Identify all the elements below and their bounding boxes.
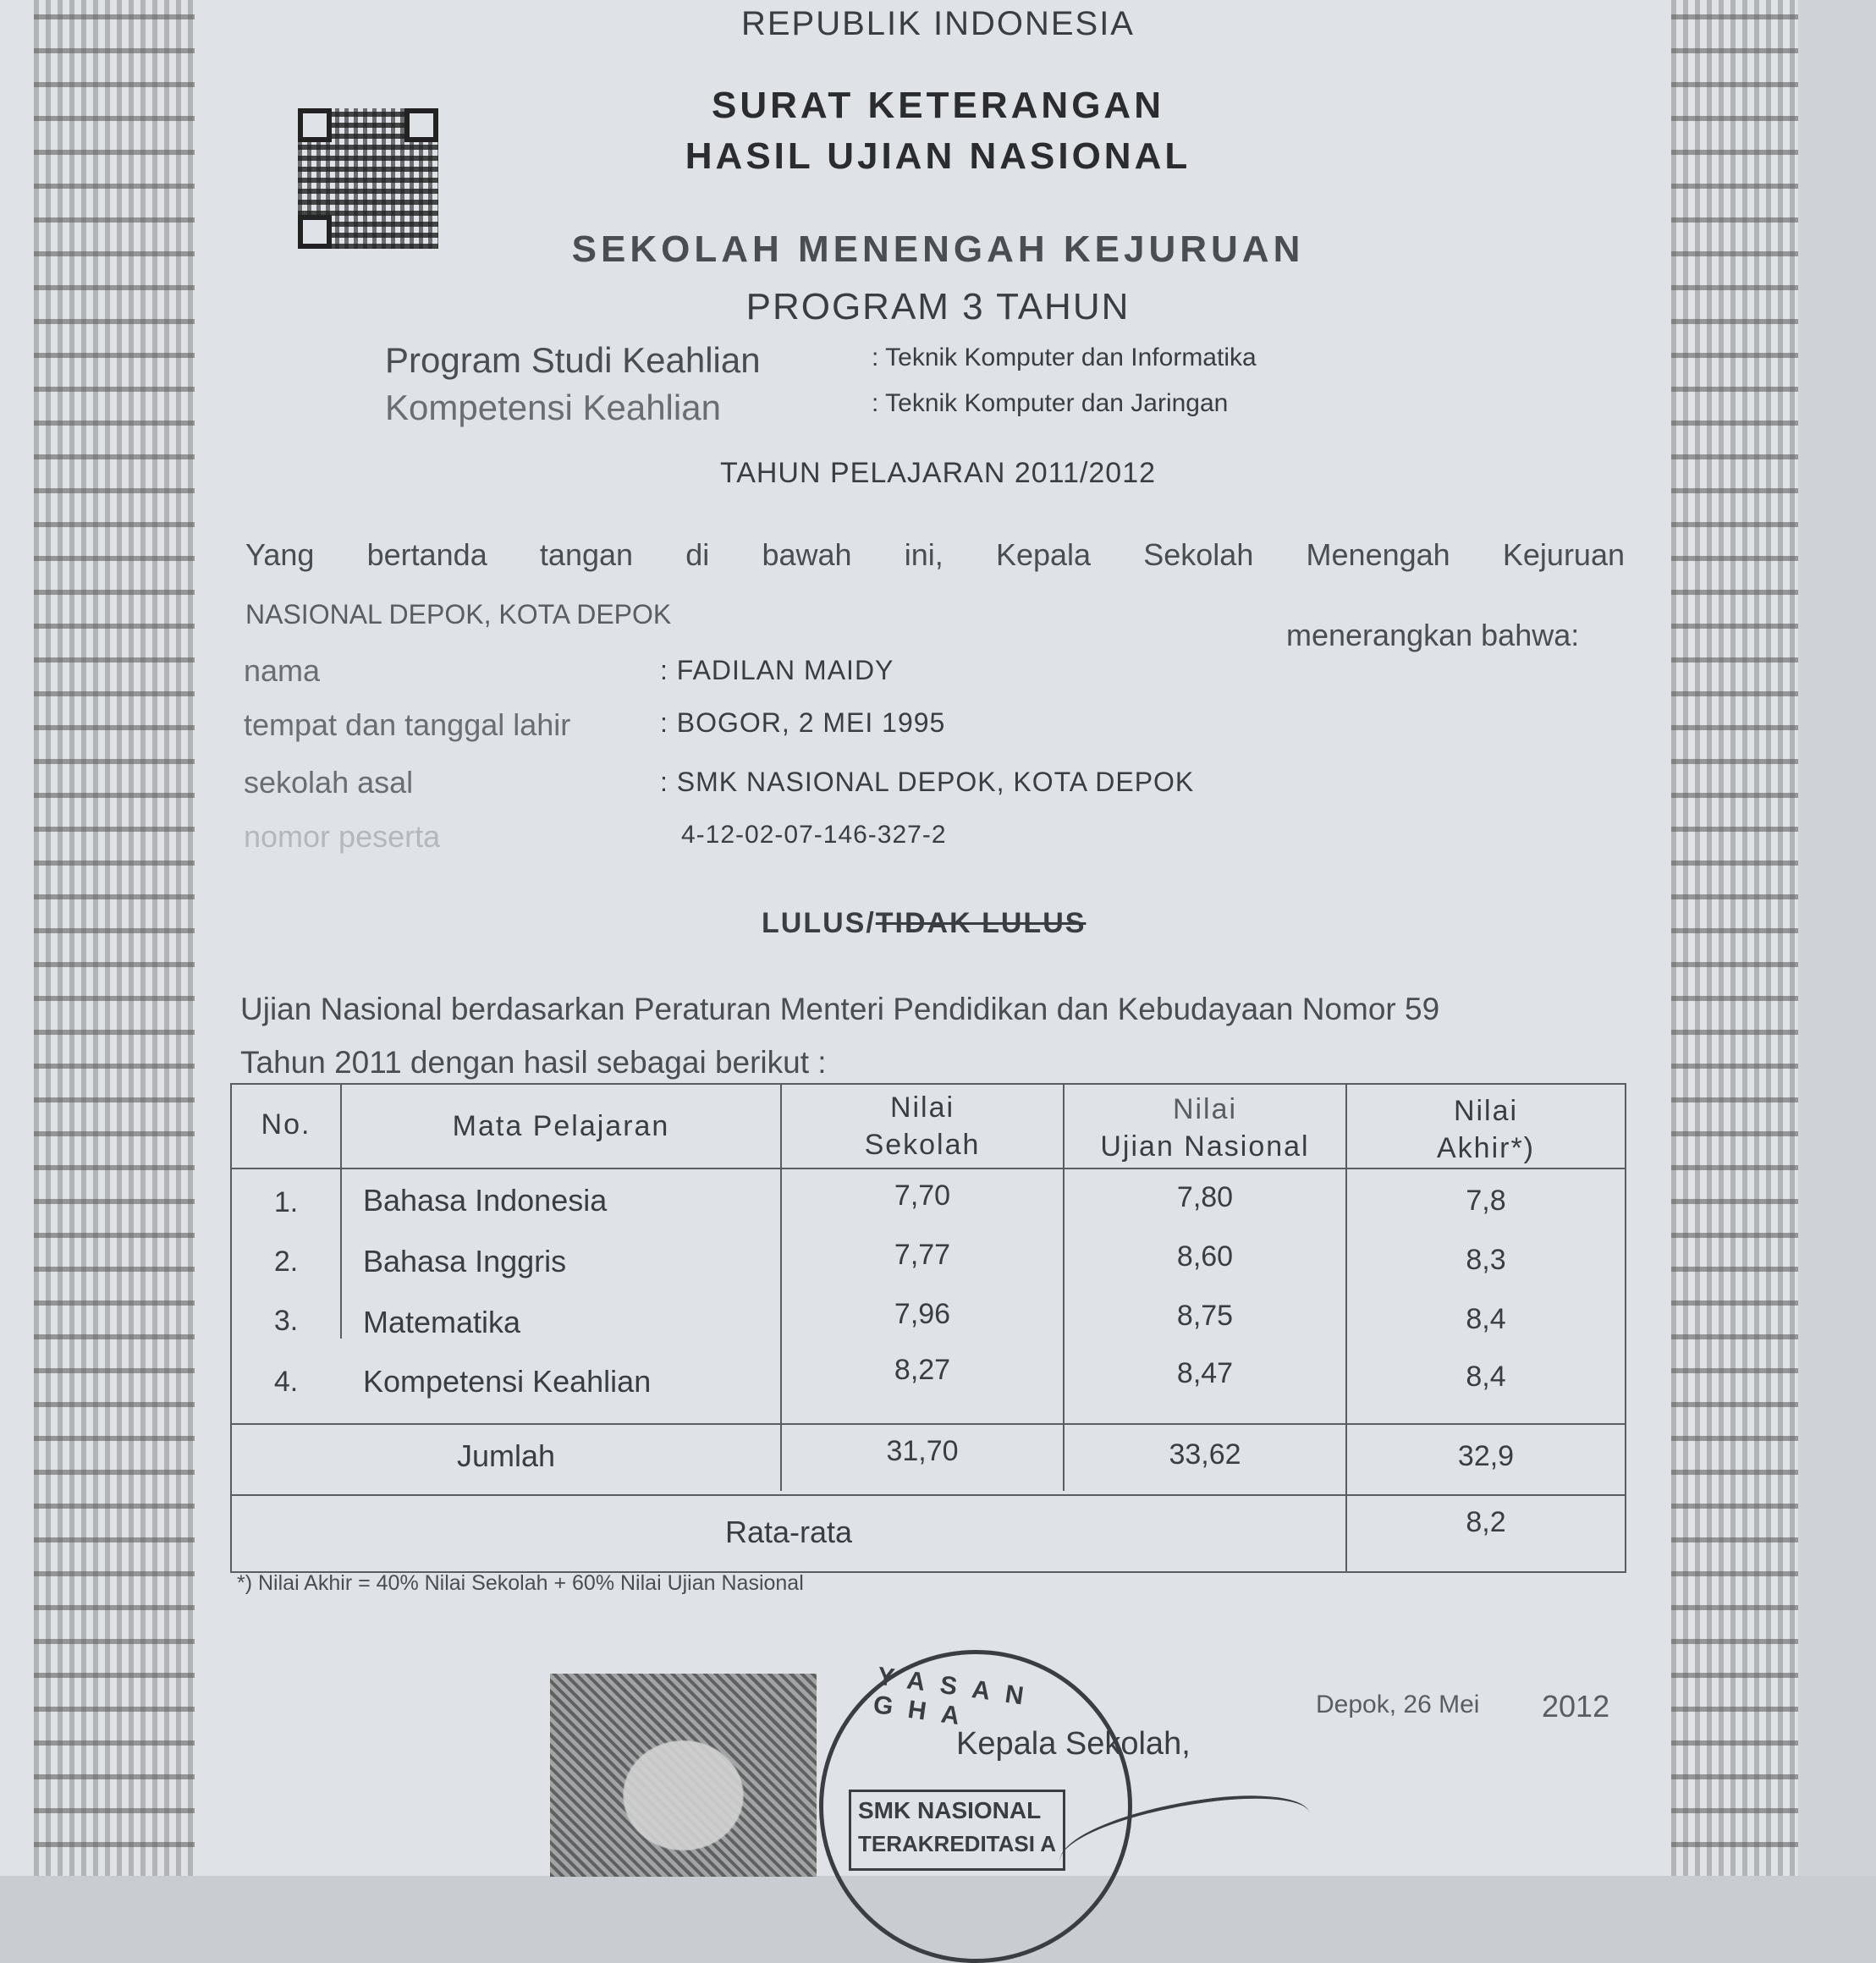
participant-number-label: nomor peserta	[244, 819, 441, 854]
background-margin	[1798, 0, 1876, 1876]
stamp-line2: TERAKREDITASI A	[858, 1831, 1056, 1856]
principal-title: Kepala Sekolah,	[956, 1726, 1191, 1762]
document-title-line1: SURAT KETERANGAN	[712, 85, 1164, 126]
row2-subject: Bahasa Inggris	[363, 1244, 567, 1278]
grades-table	[230, 1083, 1626, 1573]
statement-line1: Yang bertanda tangan di bawah ini, Kepala Sekolah Menengah Kejuruan	[245, 537, 1625, 572]
header-final-2: Akhir*)	[1436, 1132, 1536, 1164]
row2-school: 7,77	[894, 1239, 951, 1271]
regulation-line2: Tahun 2011 dengan hasil sebagai berikut :	[240, 1045, 827, 1080]
row2-national: 8,60	[1176, 1240, 1234, 1273]
birth-value: : BOGOR, 2 MEI 1995	[660, 707, 946, 738]
name-value: : FADILAN MAIDY	[660, 655, 894, 685]
total-national: 33,62	[1169, 1438, 1241, 1471]
row3-no: 3.	[273, 1305, 299, 1337]
document-title-line2: HASIL UJIAN NASIONAL	[685, 135, 1191, 177]
row4-school: 8,27	[894, 1354, 951, 1386]
origin-school-label: sekolah asal	[244, 765, 414, 800]
row3-national: 8,75	[1176, 1300, 1234, 1332]
header-national-1: Nilai	[1172, 1093, 1238, 1125]
row1-school: 7,70	[894, 1179, 951, 1212]
school-type-heading: SEKOLAH MENENGAH KEJURUAN	[571, 228, 1305, 270]
student-photo	[550, 1674, 817, 1877]
total-final: 32,9	[1457, 1440, 1515, 1472]
row2-no: 2.	[273, 1245, 299, 1278]
statement-line2: NASIONAL DEPOK, KOTA DEPOK	[245, 599, 672, 630]
row4-final: 8,4	[1466, 1361, 1506, 1393]
header-school-1: Nilai	[889, 1091, 955, 1124]
header-school-2: Sekolah	[864, 1129, 981, 1161]
result-status	[762, 907, 1086, 940]
average-final: 8,2	[1466, 1506, 1506, 1538]
signing-place-date: Depok, 26 Mei	[1316, 1691, 1480, 1718]
row3-final: 8,4	[1466, 1303, 1506, 1335]
footnote: *) Nilai Akhir = 40% Nilai Sekolah + 60% Nilai Ujian Nasional	[237, 1571, 804, 1595]
stamp-arc-text: YASAN GHA	[871, 1662, 1041, 1733]
birth-label: tempat dan tanggal lahir	[244, 707, 571, 742]
total-divider	[232, 1423, 1625, 1425]
participant-number-value: 4-12-02-07-146-327-2	[681, 821, 947, 849]
header-final-1: Nilai	[1453, 1095, 1519, 1127]
status-not-passed: TIDAK LULUS	[875, 907, 1087, 939]
row1-national: 7,80	[1176, 1181, 1234, 1213]
row4-subject: Kompetensi Keahlian	[363, 1364, 652, 1399]
study-program-label: Program Studi Keahlian	[385, 340, 761, 380]
stamp-inner-box	[849, 1790, 1065, 1871]
stamp-line1: SMK NASIONAL	[858, 1797, 1042, 1823]
competency-value: : Teknik Komputer dan Jaringan	[872, 389, 1229, 417]
header-divider	[232, 1168, 1625, 1169]
header-national-2: Ujian Nasional	[1100, 1130, 1310, 1163]
total-school: 31,70	[886, 1435, 959, 1467]
name-label: nama	[244, 653, 321, 688]
total-label: Jumlah	[456, 1438, 556, 1473]
row2-final: 8,3	[1466, 1244, 1506, 1276]
study-program-value: : Teknik Komputer dan Informatika	[872, 344, 1257, 371]
average-label: Rata-rata	[724, 1515, 853, 1549]
row3-school: 7,96	[894, 1298, 951, 1330]
statement-line2-right: menerangkan bahwa:	[1286, 618, 1580, 652]
signing-year: 2012	[1542, 1689, 1610, 1724]
status-passed: LULUS/	[762, 907, 876, 939]
header-subject: Mata Pelajaran	[452, 1110, 670, 1142]
row1-final: 7,8	[1466, 1185, 1506, 1217]
country-heading: REPUBLIK INDONESIA	[740, 5, 1135, 42]
origin-school-value: : SMK NASIONAL DEPOK, KOTA DEPOK	[660, 767, 1195, 797]
header-no: No.	[261, 1108, 311, 1141]
row1-no: 1.	[273, 1186, 299, 1218]
program-heading: PROGRAM 3 TAHUN	[745, 286, 1131, 327]
row3-subject: Matematika	[363, 1305, 521, 1339]
competency-label: Kompetensi Keahlian	[385, 388, 721, 427]
row4-national: 8,47	[1176, 1357, 1234, 1389]
average-divider	[232, 1494, 1625, 1496]
row4-no: 4.	[273, 1366, 299, 1398]
regulation-line1: Ujian Nasional berdasarkan Peraturan Menteri Pendidikan dan Kebudayaan Nomor 59	[240, 992, 1440, 1026]
row1-subject: Bahasa Indonesia	[363, 1183, 608, 1218]
school-stamp	[819, 1650, 1132, 1963]
ornamental-border-left	[34, 0, 195, 1876]
ornamental-border-right	[1671, 0, 1798, 1876]
academic-year: TAHUN PELAJARAN 2011/2012	[719, 457, 1157, 489]
